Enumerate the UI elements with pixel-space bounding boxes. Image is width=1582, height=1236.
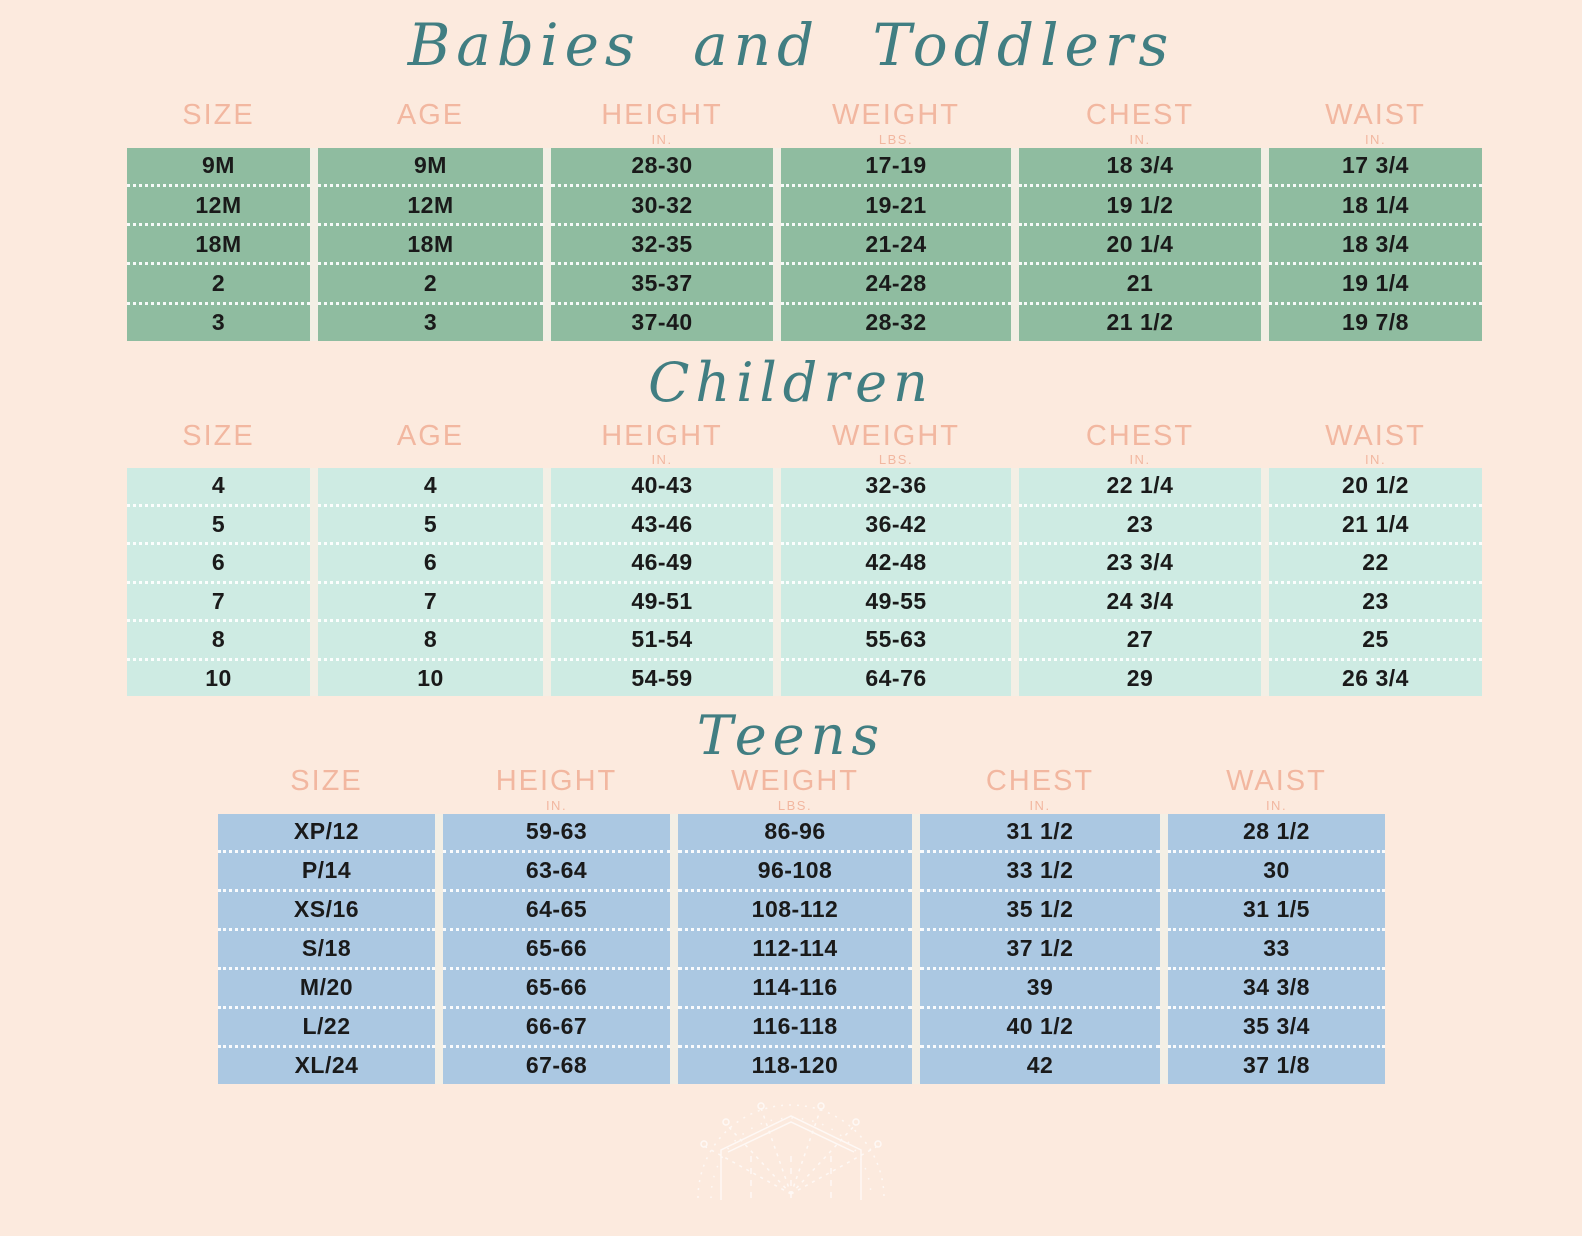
column-header-unit: IN. — [1129, 452, 1151, 468]
table-cell: XL/24 — [218, 1045, 435, 1084]
table-cell: 64-65 — [443, 889, 670, 928]
table-cell: 55-63 — [781, 619, 1011, 658]
table-cell: 118-120 — [678, 1045, 912, 1084]
table-cell: 65-66 — [443, 967, 670, 1006]
table-column-height — [551, 148, 773, 341]
table-cell: 28-30 — [631, 152, 693, 179]
table-column-height — [443, 814, 670, 1084]
table-cell: 33 1/2 — [920, 850, 1160, 889]
table-cell: 37-40 — [551, 302, 773, 341]
table-cell: 6 — [127, 542, 310, 581]
column-header-chest — [1019, 100, 1261, 147]
table-cell: 23 — [1269, 581, 1482, 620]
column-header-label: AGE — [396, 99, 465, 132]
table-cell: 33 — [1168, 928, 1385, 967]
table-cell: 21 — [1019, 262, 1261, 301]
table-cell: 21-24 — [781, 223, 1011, 262]
column-header-unit: IN. — [651, 131, 673, 147]
table-cell: 2 — [318, 262, 543, 301]
column-header-label: SIZE — [182, 419, 255, 452]
column-header-label: SIZE — [290, 765, 363, 798]
table-cell: 17-19 — [865, 152, 927, 179]
table-cell: 23 3/4 — [1019, 542, 1261, 581]
table-cell: 8 — [127, 619, 310, 658]
table-column-height — [551, 468, 773, 696]
table-cell: 12M — [318, 184, 543, 223]
table-cell: 36-42 — [781, 504, 1011, 543]
table-column-chest — [1019, 468, 1261, 696]
table-cell: 6 — [318, 542, 543, 581]
table-cell: 63-64 — [443, 850, 670, 889]
column-header-waist — [1269, 421, 1482, 468]
column-header-waist — [1168, 766, 1385, 813]
table-cell: 34 3/8 — [1168, 967, 1385, 1006]
section-children — [0, 350, 1582, 696]
section-title-babies: Babies and Toddlers — [407, 11, 1175, 79]
table-cell: S/18 — [218, 928, 435, 967]
table-cell: 30-32 — [551, 184, 773, 223]
column-header-size — [127, 100, 310, 147]
column-header-label: WEIGHT — [731, 765, 859, 798]
table-cell: 64-76 — [781, 658, 1011, 697]
table-cell: 28 1/2 — [1243, 818, 1310, 845]
column-header-label: AGE — [396, 419, 465, 452]
table-cell: 19 7/8 — [1269, 302, 1482, 341]
table-cell: 7 — [318, 581, 543, 620]
column-header-size — [218, 766, 435, 813]
column-header-unit: LBS. — [878, 452, 914, 468]
table-cell: 21 1/2 — [1019, 302, 1261, 341]
table-cell: 32-35 — [551, 223, 773, 262]
table-cell: 35-37 — [551, 262, 773, 301]
table-cell: 18M — [318, 223, 543, 262]
table-cell: 96-108 — [678, 850, 912, 889]
table-cell: 5 — [127, 504, 310, 543]
table-cell: XS/16 — [218, 889, 435, 928]
table-cell: 114-116 — [678, 967, 912, 1006]
column-header-label: SIZE — [182, 99, 255, 132]
column-header-unit: LBS. — [777, 797, 813, 813]
table-cell: 21 1/4 — [1269, 504, 1482, 543]
greenhouse-florals-logo — [666, 1094, 916, 1202]
table-cell: 20 1/4 — [1019, 223, 1261, 262]
table-column-weight — [781, 148, 1011, 341]
column-header-chest — [1019, 421, 1261, 468]
table-cell: 4 — [211, 472, 226, 499]
table-cell: 17 3/4 — [1342, 152, 1409, 179]
table-cell: 28-32 — [781, 302, 1011, 341]
section-title-children: Children — [648, 350, 934, 414]
column-header-label: WEIGHT — [832, 419, 960, 452]
table-cell: 42 — [920, 1045, 1160, 1084]
column-headers-babies — [127, 78, 1482, 148]
size-table-teens — [218, 814, 1385, 1084]
table-cell: 30 — [1168, 850, 1385, 889]
column-headers-teens — [218, 766, 1385, 814]
table-column-weight — [781, 468, 1011, 696]
column-header-unit: IN. — [1129, 131, 1151, 147]
size-table-babies — [127, 148, 1482, 341]
table-cell: 10 — [127, 658, 310, 697]
size-table-children — [127, 468, 1482, 696]
page-footer — [0, 1088, 1582, 1202]
column-header-unit: IN. — [1364, 131, 1387, 147]
table-cell: 20 1/2 — [1342, 472, 1409, 499]
section-teens — [0, 706, 1582, 1083]
column-headers-children — [127, 412, 1482, 468]
table-cell: 59-63 — [525, 818, 588, 845]
table-cell: XP/12 — [293, 818, 360, 845]
table-cell: 43-46 — [551, 504, 773, 543]
table-cell: 46-49 — [551, 542, 773, 581]
column-header-height — [551, 421, 773, 468]
column-header-unit: IN. — [1029, 797, 1051, 813]
table-cell: 18 1/4 — [1269, 184, 1482, 223]
size-chart-page — [0, 11, 1582, 1202]
column-header-label: CHEST — [985, 765, 1095, 798]
column-header-unit: IN. — [651, 452, 673, 468]
table-cell: 31 1/5 — [1168, 889, 1385, 928]
table-cell: 35 3/4 — [1168, 1006, 1385, 1045]
column-header-age — [318, 421, 543, 468]
table-cell: 54-59 — [551, 658, 773, 697]
table-column-waist — [1168, 814, 1385, 1084]
table-cell: 37 1/2 — [920, 928, 1160, 967]
table-cell: 18 3/4 — [1269, 223, 1482, 262]
table-cell: 24 3/4 — [1019, 581, 1261, 620]
table-column-waist — [1269, 148, 1482, 341]
table-cell: 24-28 — [781, 262, 1011, 301]
table-cell: L/22 — [218, 1006, 435, 1045]
table-cell: 22 1/4 — [1106, 472, 1174, 499]
table-column-size — [218, 814, 435, 1084]
table-cell: 40 1/2 — [920, 1006, 1160, 1045]
table-cell: M/20 — [218, 967, 435, 1006]
table-column-waist — [1269, 468, 1482, 696]
column-header-unit: IN. — [545, 797, 568, 813]
table-column-age — [318, 148, 543, 341]
table-cell: 18 3/4 — [1106, 152, 1174, 179]
table-cell: 39 — [920, 967, 1160, 1006]
table-column-size — [127, 468, 310, 696]
column-header-waist — [1269, 100, 1482, 147]
table-cell: 3 — [318, 302, 543, 341]
table-cell: 37 1/8 — [1168, 1045, 1385, 1084]
table-cell: 9M — [202, 152, 235, 179]
table-cell: 40-43 — [631, 472, 693, 499]
table-cell: 9M — [414, 152, 447, 179]
column-header-label: WAIST — [1325, 99, 1426, 132]
column-header-unit: IN. — [1265, 797, 1288, 813]
column-header-label: WAIST — [1226, 765, 1327, 798]
column-header-weight — [678, 766, 912, 813]
table-cell: 112-114 — [678, 928, 912, 967]
column-header-unit: IN. — [1364, 452, 1387, 468]
column-header-label: HEIGHT — [601, 99, 723, 132]
table-cell: 49-55 — [781, 581, 1011, 620]
table-cell: 32-36 — [865, 472, 927, 499]
table-cell: 31 1/2 — [1006, 818, 1074, 845]
column-header-unit: LBS. — [878, 131, 914, 147]
column-header-label: CHEST — [1085, 419, 1195, 452]
column-header-label: HEIGHT — [495, 765, 618, 798]
section-babies-and-toddlers — [0, 11, 1582, 341]
column-header-height — [443, 766, 670, 813]
column-header-weight — [781, 421, 1011, 468]
table-cell: 86-96 — [764, 818, 826, 845]
table-cell: 19 1/4 — [1269, 262, 1482, 301]
table-cell: 65-66 — [443, 928, 670, 967]
table-cell: 19-21 — [781, 184, 1011, 223]
table-cell: 26 3/4 — [1269, 658, 1482, 697]
table-column-age — [318, 468, 543, 696]
table-cell: 67-68 — [443, 1045, 670, 1084]
table-cell: 49-51 — [551, 581, 773, 620]
column-header-label: HEIGHT — [601, 419, 723, 452]
table-cell: 12M — [127, 184, 310, 223]
table-cell: 23 — [1019, 504, 1261, 543]
table-cell: P/14 — [218, 850, 435, 889]
table-column-chest — [1019, 148, 1261, 341]
table-column-size — [127, 148, 310, 341]
table-cell: 66-67 — [443, 1006, 670, 1045]
table-column-chest — [920, 814, 1160, 1084]
column-header-height — [551, 100, 773, 147]
table-cell: 7 — [127, 581, 310, 620]
table-cell: 35 1/2 — [920, 889, 1160, 928]
table-cell: 10 — [318, 658, 543, 697]
table-cell: 51-54 — [551, 619, 773, 658]
table-cell: 2 — [127, 262, 310, 301]
column-header-label: WAIST — [1325, 419, 1426, 452]
table-cell: 22 — [1269, 542, 1482, 581]
column-header-size — [127, 421, 310, 468]
table-cell: 108-112 — [678, 889, 912, 928]
table-cell: 25 — [1269, 619, 1482, 658]
section-title-teens: Teens — [696, 704, 886, 768]
table-cell: 3 — [127, 302, 310, 341]
table-cell: 29 — [1019, 658, 1261, 697]
table-cell: 116-118 — [678, 1006, 912, 1045]
column-header-age — [318, 100, 543, 147]
table-cell: 5 — [318, 504, 543, 543]
column-header-label: WEIGHT — [832, 99, 960, 132]
table-cell: 4 — [423, 472, 438, 499]
table-cell: 18M — [127, 223, 310, 262]
column-header-chest — [920, 766, 1160, 813]
table-column-weight — [678, 814, 912, 1084]
table-cell: 19 1/2 — [1019, 184, 1261, 223]
table-cell: 27 — [1019, 619, 1261, 658]
column-header-weight — [781, 100, 1011, 147]
table-cell: 42-48 — [781, 542, 1011, 581]
column-header-label: CHEST — [1085, 99, 1195, 132]
table-cell: 8 — [318, 619, 543, 658]
